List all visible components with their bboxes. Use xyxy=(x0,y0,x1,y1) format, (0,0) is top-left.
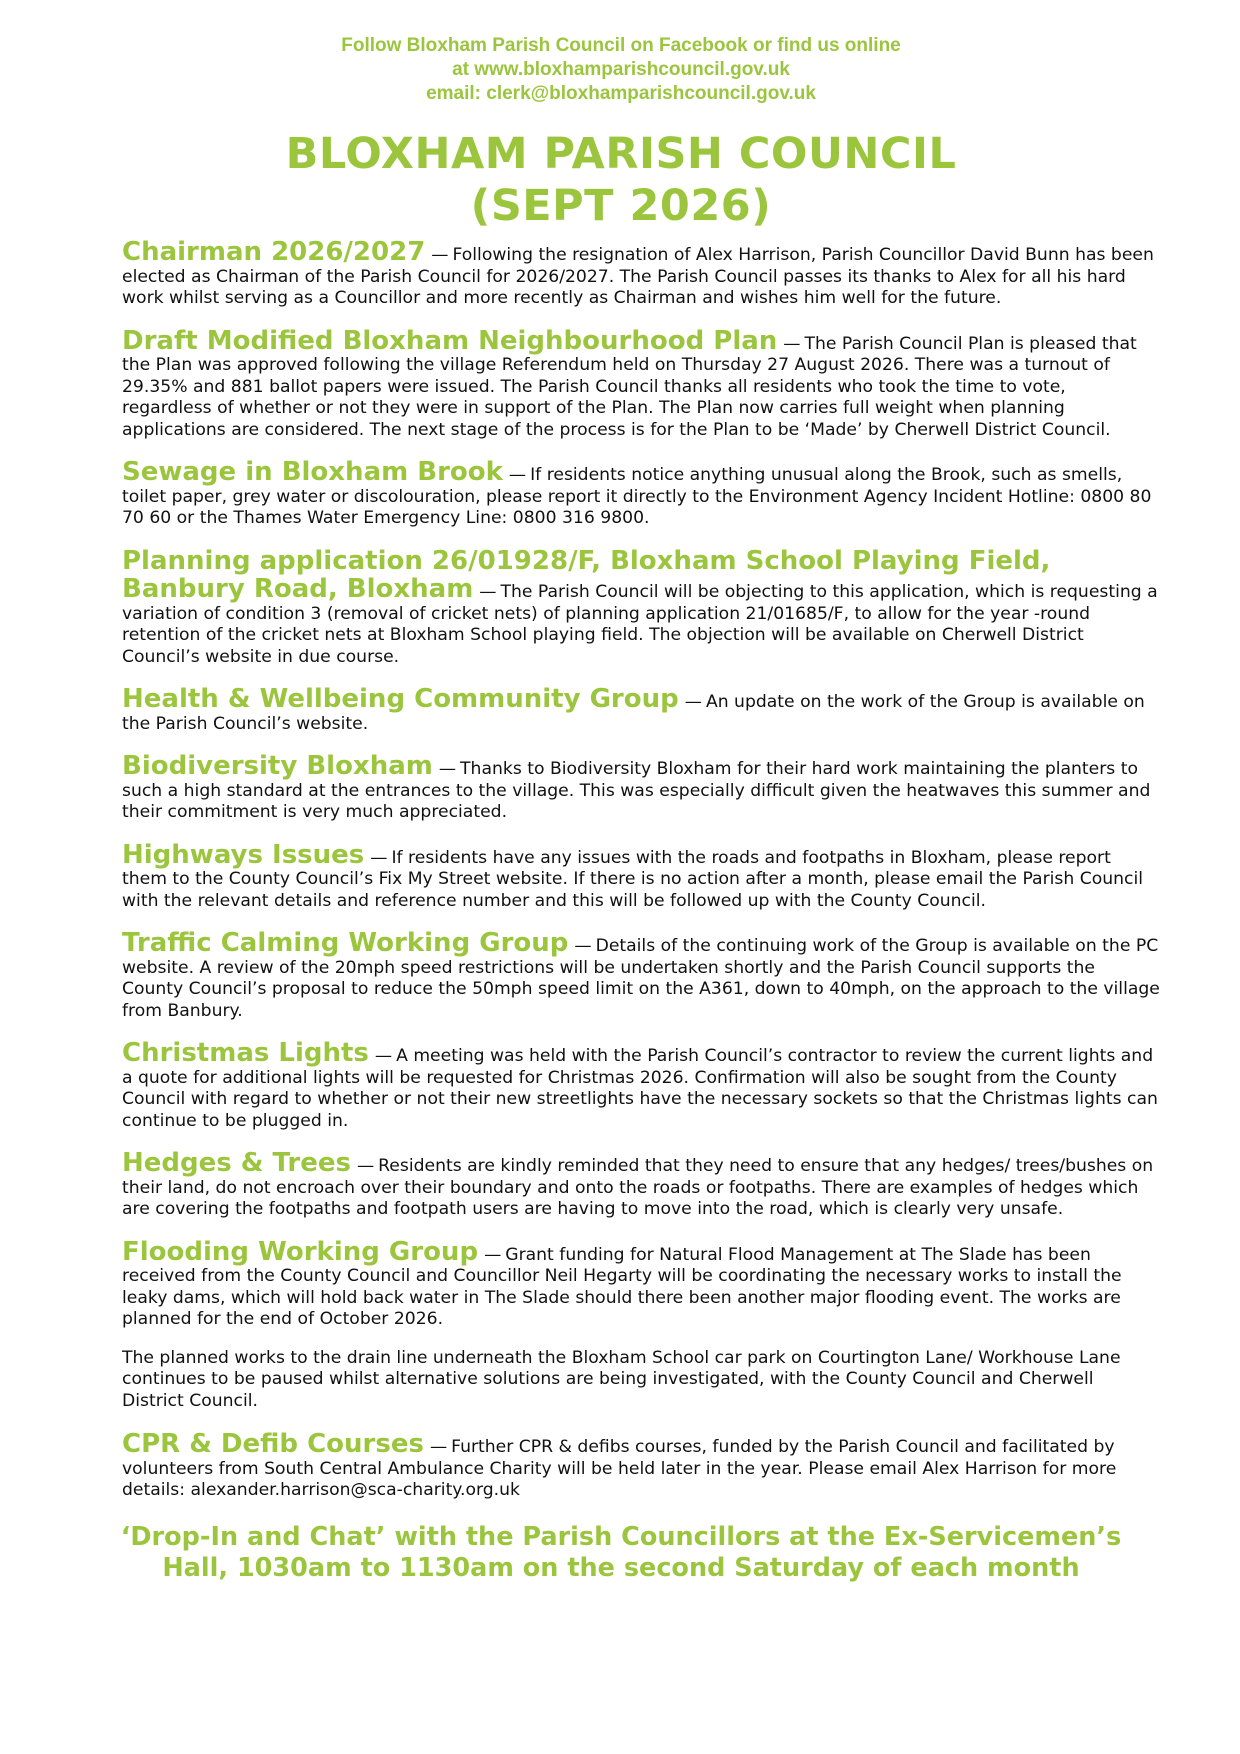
section-cpr-defib xyxy=(122,1430,1160,1502)
section-heading: Christmas Lights xyxy=(122,1038,369,1068)
em-dash: — xyxy=(479,582,497,602)
em-dash: — xyxy=(783,333,801,354)
section-biodiversity xyxy=(122,752,1160,824)
section-body: A meeting was held with the Parish Council’s contractor to review the current lights and a quote for additional lights will be requested for Christmas 2026. Confirmation will also be sought from the County Council with regard to whether or not their new streetlights have the necessary sockets so that the Christmas lights can continue to be plugged in. xyxy=(122,1046,1158,1131)
section-sewage xyxy=(122,458,1160,530)
section-heading: Traffic Calming Working Group xyxy=(122,928,569,958)
section-heading: Highways Issues xyxy=(122,839,365,870)
em-dash: — xyxy=(356,1156,375,1176)
section-heading: Draft Modified Bloxham Neighbourhood Plan xyxy=(122,325,778,356)
section-body: Grant funding for Natural Flood Management at The Slade has been received from the County Council and Councillor Neil Hegarty will be coordinating the necessary works to install the leaky dams, which will hold back water in The Slade should there been another major flooding event. The works are planned for the end of October 2026. xyxy=(122,1244,1122,1329)
section-heading: Biodiversity Bloxham xyxy=(122,751,433,781)
contact-website-line: at www.bloxhamparishcouncil.gov.uk xyxy=(452,59,790,80)
section-highways xyxy=(122,841,1160,913)
section-body: Further CPR & defibs courses, funded by the Parish Council and facilitated by volunteers from South Central Ambulance Charity will be held later in the year. Please email Alex Harrison for more details: alexander.harrison@sca-charity.org.uk xyxy=(122,1437,1117,1500)
section-traffic-calming xyxy=(122,929,1160,1022)
section-body: The Parish Council Plan is pleased that the Plan was approved following the village Referendum held on Thursday 27 August 2026. There was a turnout of 29.35% and 881 ballot papers were issued. The Parish Council thanks all residents who took the time to vote, regardless of whether or not they were in support of the Plan. The Plan now carries full weight when planning applications are considered. The next stage of the process is for the Plan to be ‘Made’ by Cherwell District Council. xyxy=(122,333,1137,440)
title-line-1: BLOXHAM PARISH COUNCIL xyxy=(285,129,957,179)
em-dash: — xyxy=(374,1046,393,1066)
contact-email-line: email: clerk@bloxhamparishcouncil.gov.uk xyxy=(426,83,816,104)
em-dash: — xyxy=(684,692,702,712)
em-dash: — xyxy=(431,245,449,265)
section-body: If residents notice anything unusual along the Brook, such as smells, toilet paper, grey water or discolouration, please report it directly to the Environment Agency Incident Hotline: 0800 80 70 60 or the Thames Water Emergency Line: 0800 316 9800. xyxy=(122,465,1152,528)
section-body: The Parish Council will be objecting to this application, which is requesting a variation of condition 3 (removal of cricket nets) of planning application 21/01685/F, to allow for the year -round retention of the cricket nets at Bloxham School playing field. The objection will be available on Cherwell District Council’s website in due course. xyxy=(122,582,1158,667)
section-planning-application xyxy=(122,547,1160,669)
section-heading: Planning application 26/01928/F, Bloxham School Playing Field, Banbury Road, Bloxham xyxy=(122,545,1051,604)
em-dash: — xyxy=(484,1244,502,1265)
footer-line-1: ‘Drop-In and Chat’ with the Parish Councillors at the Ex-Servicemen’s xyxy=(120,1521,1122,1552)
section-heading: Chairman 2026/2027 xyxy=(122,237,426,267)
section-heading: Health & Wellbeing Community Group xyxy=(122,684,679,714)
em-dash: — xyxy=(438,759,457,779)
section-body: If residents have any issues with the roads and footpaths in Bloxham, please report them to the County Council’s Fix My Street website. If there is no action after a month, please email the Parish Council with the relevant details and reference number and this will be followed up with the County Council. xyxy=(122,847,1144,911)
section-christmas-lights xyxy=(122,1039,1160,1132)
section-heading: Hedges & Trees xyxy=(122,1148,351,1178)
page-title xyxy=(82,128,1160,232)
section-body: Following the resignation of Alex Harrison, Parish Councillor David Bunn has been elected as Chairman of the Parish Council for 2026/2027. The Parish Council passes its thanks to Alex for all his hard work whilst serving as a Councillor and more recently as Chairman and wishes him well for the future. xyxy=(122,245,1154,308)
contact-block xyxy=(82,34,1160,106)
em-dash: — xyxy=(370,847,388,868)
em-dash: — xyxy=(508,465,527,485)
section-body: Residents are kindly reminded that they need to ensure that any hedges/ trees/bushes on their land, do not encroach over their boundary and onto the roads or footpaths. There are examples of hedges which are covering the footpaths and footpath users are having to move into the road, which is clearly very unsafe. xyxy=(122,1156,1154,1219)
section-neighbourhood-plan xyxy=(122,327,1160,442)
section-health-wellbeing xyxy=(122,685,1160,735)
section-heading: Sewage in Bloxham Brook xyxy=(122,457,503,487)
contact-facebook-line: Follow Bloxham Parish Council on Facebook or find us online xyxy=(341,35,901,56)
drop-in-footer xyxy=(82,1522,1160,1584)
section-body: An update on the work of the Group is available on the Parish Council’s website. xyxy=(122,692,1145,734)
title-line-2: (SEPT 2026) xyxy=(470,181,772,231)
section-heading: Flooding Working Group xyxy=(122,1236,479,1267)
section-heading: CPR & Defib Courses xyxy=(122,1429,424,1459)
footer-line-2: Hall, 1030am to 1130am on the second Saturday of each month xyxy=(162,1552,1080,1583)
section-hedges-trees xyxy=(122,1149,1160,1221)
section-chairman xyxy=(122,238,1160,310)
section-body: Details of the continuing work of the Group is available on the PC website. A review of the 20mph speed restrictions will be undertaken shortly and the Parish Council supports the County Council’s proposal to reduce the 50mph speed limit on the A361, down to 40mph, on the approach to the village from Banbury. xyxy=(122,936,1160,1021)
em-dash: — xyxy=(574,936,592,956)
flooding-followup-paragraph: The planned works to the drain line underneath the Bloxham School car park on Courtington Lane/ Workhouse Lane continues to be paused whilst alternative solutions are being investigated, with the County Council and Cherwell District Council. xyxy=(122,1347,1121,1411)
section-flooding xyxy=(122,1238,1160,1331)
em-dash: — xyxy=(429,1437,448,1457)
section-body: Thanks to Biodiversity Bloxham for their hard work maintaining the planters to such a high standard at the entrances to the village. This was especially difficult given the heatwaves this summer and their commitment is very much appreciated. xyxy=(122,759,1151,822)
